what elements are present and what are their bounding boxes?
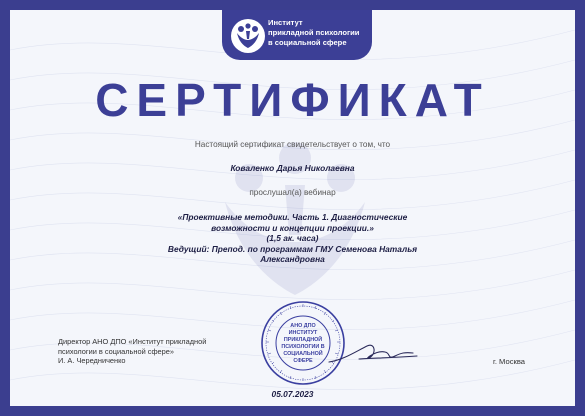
director-title-line: Директор АНО ДПО «Институт прикладной: [58, 337, 207, 346]
course-details: [140, 212, 445, 265]
organization-name-line: Институт: [268, 18, 303, 27]
recipient-name: Коваленко Дарья Николаевна: [230, 163, 355, 173]
stamp-text-line: ПСИХОЛОГИИ В: [281, 344, 325, 350]
stamp-text-line: СФЕРЕ: [293, 358, 313, 364]
stamp-text-line: АНО ДПО: [290, 323, 316, 329]
organization-name-line: прикладной психологии: [268, 28, 360, 37]
certificate-body: [10, 10, 575, 406]
certificate-intro: Настоящий сертификат свидетельствует о том, что: [194, 140, 391, 149]
director-signatory: [58, 337, 206, 366]
course-hours: (1,5 ак. часа): [266, 233, 319, 243]
issue-city: г. Москва: [493, 357, 525, 366]
stamp-text-line: ИНСТИТУТ: [288, 330, 318, 336]
organization-name: [268, 18, 368, 48]
completion-statement: прослушал(а) вебинар: [249, 188, 336, 197]
course-title-line: возможности и концепции проекции.»: [211, 222, 374, 233]
course-lecturer-line: Александровна: [260, 254, 325, 264]
course-lecturer-line: Ведущий: Препод. по программам ГМУ Семенова Наталья: [167, 243, 418, 254]
certificate-title: СЕРТИФИКАТ: [95, 74, 490, 126]
stamp-text-line: ПРИКЛАДНОЙ: [283, 337, 323, 343]
logo-header: [222, 10, 372, 60]
people-heart-icon: [230, 18, 266, 54]
issue-date: 05.07.2023: [271, 389, 314, 399]
director-title-line: психологии в социальной сфере»: [58, 346, 174, 356]
director-name: И. А. Чередниченко: [58, 356, 126, 365]
stamp-text-line: СОЦИАЛЬНОЙ: [283, 351, 323, 357]
organization-name-line: в социальной сфере: [268, 38, 347, 47]
director-signature: [325, 332, 420, 372]
course-title-line: «Проективные методики. Часть 1. Диагностические: [177, 212, 408, 222]
